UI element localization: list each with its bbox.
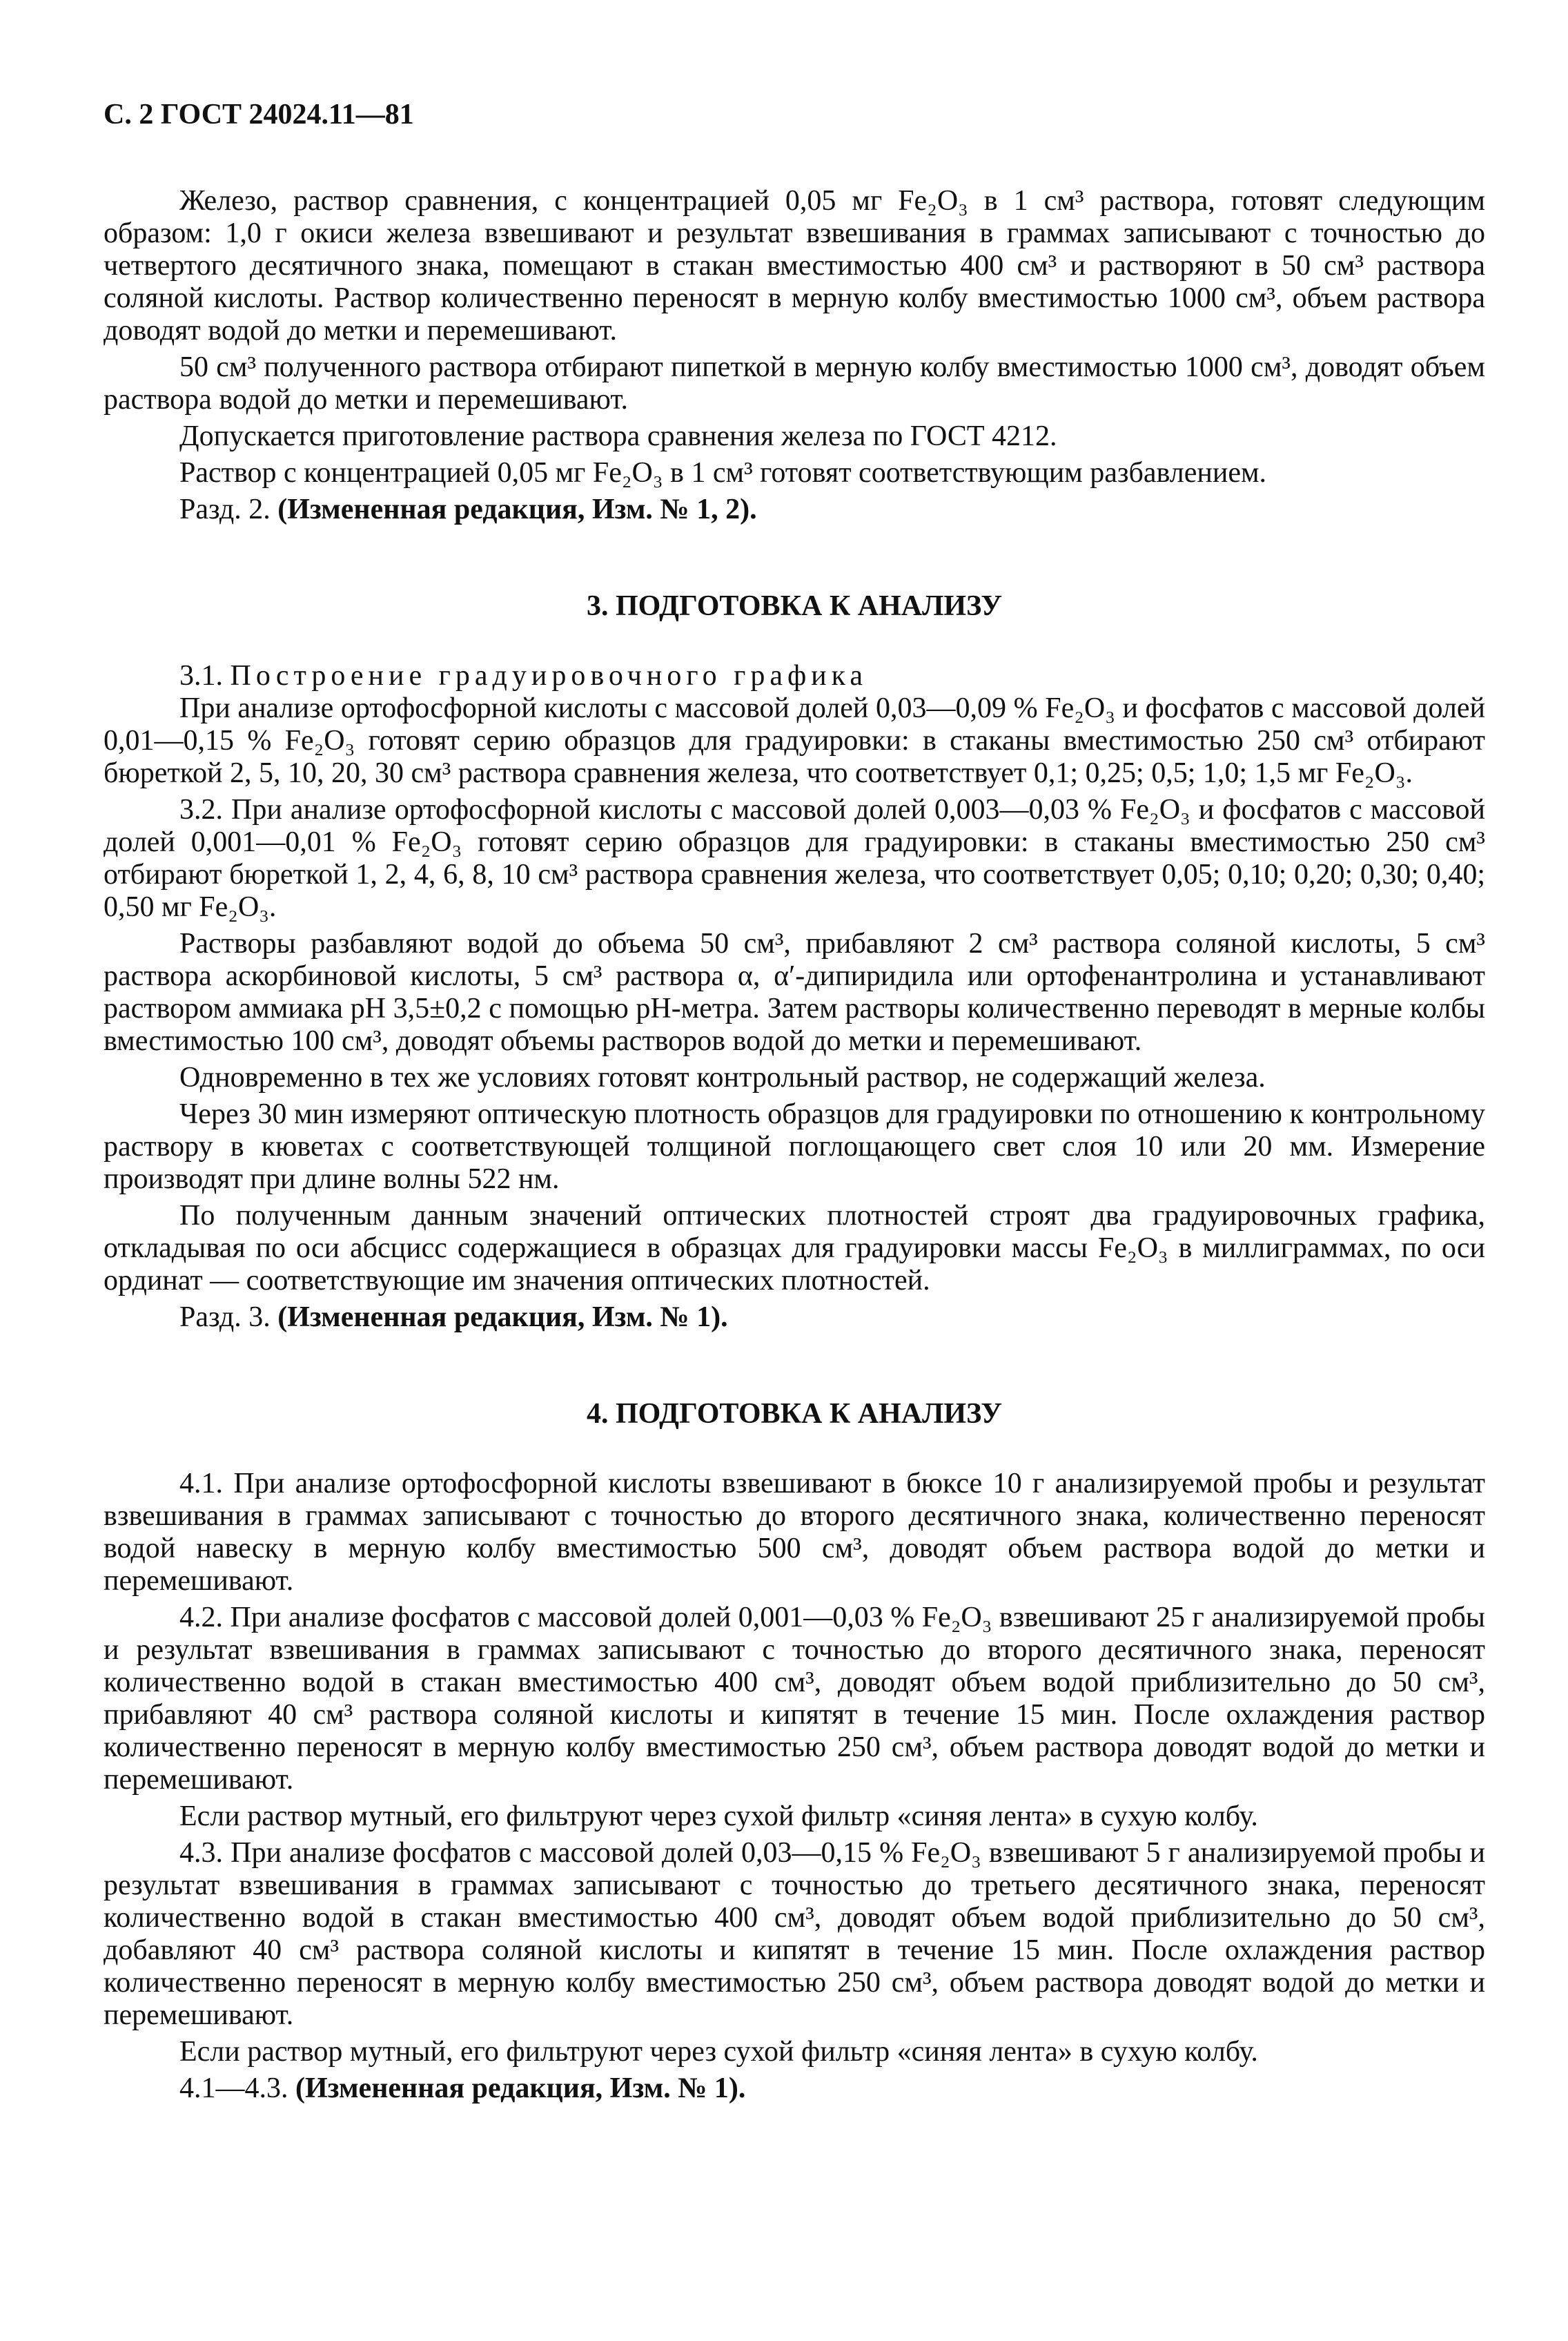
paragraph-filter-2: Если раствор мутный, его фильтруют через сухой фильтр «синяя лента» в сухую колбу. [179, 2036, 1258, 2068]
section-title: 3. ПОДГОТОВКА К АНАЛИЗУ [586, 590, 1003, 622]
paragraph-graphs: По полученным данным значений оптических плотностей строят два градуировочных графика, откладывая по оси абсцисс содержащиеся в образцах для градуировки массы Fe₂O₃ в миллиграммах, по оси ординат — соответствующие им значения оптических плотностей. [104, 1200, 1485, 1296]
paragraph-allowed-method: Допускается приготовление раствора сравнения железа по ГОСТ 4212. [179, 420, 1057, 452]
subsection-title: Построение градуировочного графика [230, 660, 868, 692]
section-3 [104, 588, 1485, 1334]
amendment-note-section-3 [104, 1301, 1485, 1334]
paragraph-dilute: Растворы разбавляют водой до объема 50 см³, прибавляют 2 см³ раствора соляной кислоты, 5 см³ раствора аскорбиновой кислоты, 5 см³ раствора α, α′-дипиридила или ортофенантролина и устанавливают раствором аммиака pH 3,5±0,2 с помощью pH-метра. Затем растворы количественно переводят в мерные колбы вместимостью 100 см³, доводят объемы растворов водой до метки и перемешивают. [104, 928, 1485, 1057]
note-amendment: (Измененная редакция, Изм. № 1, 2). [277, 494, 757, 525]
section-4 [104, 1396, 1485, 2105]
subsection-number: 3.1. [179, 660, 231, 692]
section-2-continuation [104, 185, 1485, 526]
section-title: 4. ПОДГОТОВКА К АНАЛИЗУ [586, 1398, 1003, 1430]
paragraph-3-1: При анализе ортофосфорной кислоты с массовой долей 0,03—0,09 % Fe₂O₃ и фосфатов с массовой долей 0,01—0,15 % Fe₂O₃ готовят серию образцов для градуировки: в стаканы вместимостью 250 см³ отбирают бюреткой 2, 5, 10, 20, 30 см³ раствора сравнения железа, что соответствует 0,1; 0,25; 0,5; 1,0; 1,5 мг Fe₂O₃. [104, 692, 1485, 789]
paragraph-measure: Через 30 мин измеряют оптическую плотность образцов для градуировки по отношению к контрольному раствору в кюветах с соответствующей толщиной поглощающего свет слоя 10 или 20 мм. Измерение производят при длине волны 522 нм. [104, 1098, 1485, 1195]
paragraph-4-3: 4.3. При анализе фосфатов с массовой долей 0,03—0,15 % Fe₂O₃ взвешивают 5 г анализируемой пробы и результат взвешивания в граммах записывают с точностью до третьего десятичного знака, переносят количественно водой в стакан вместимостью 400 см³, доводят объем водой приблизительно до 50 см³, добавляют 40 см³ раствора соляной кислоты и кипятят в течение 15 мин. После охлаждения раствор количественно переносят в мерную колбу вместимостью 250 см³, объем раствора доводят водой до метки и перемешивают. [104, 1837, 1485, 2031]
paragraph-concentration: Раствор с концентрацией 0,05 мг Fe₂O₃ в 1 см³ готовят соответствующим разбавлением. [179, 457, 1267, 489]
note-amendment: (Измененная редакция, Изм. № 1). [295, 2072, 746, 2104]
paragraph-4-2: 4.2. При анализе фосфатов с массовой долей 0,001—0,03 % Fe₂O₃ взвешивают 25 г анализируемой пробы и результат взвешивания в граммах записывают с точностью до второго десятичного знака, переносят количественно водой в стакан вместимостью 400 см³, доводят объем водой приблизительно до 50 см³, прибавляют 40 см³ раствора соляной кислоты и кипятят в течение 15 мин. После охлаждения раствор количественно переносят в мерную колбу вместимостью 250 см³, объем раствора доводят водой до метки и перемешивают. [104, 1602, 1485, 1796]
paragraph-filter-1: Если раствор мутный, его фильтруют через сухой фильтр «синяя лента» в сухую колбу. [179, 1800, 1258, 1832]
note-amendment: (Измененная редакция, Изм. № 1). [277, 1301, 728, 1333]
note-prefix: Разд. 3. [179, 1301, 278, 1333]
paragraph-3-2: 3.2. При анализе ортофосфорной кислоты с массовой долей 0,003—0,03 % Fe₂O₃ и фосфатов с массовой долей 0,001—0,01 % Fe₂O₃ готовят серию образцов для градуировки: в стаканы вместимостью 250 см³ отбирают бюреткой 1, 2, 4, 6, 8, 10 см³ раствора сравнения железа, что соответствует 0,05; 0,10; 0,20; 0,30; 0,40; 0,50 мг Fe₂O₃. [104, 794, 1485, 923]
subsection-heading [104, 660, 1485, 692]
paragraph-control: Одновременно в тех же условиях готовят контрольный раствор, не содержащий железа. [179, 1062, 1266, 1094]
note-prefix: Разд. 2. [179, 494, 278, 525]
paragraph-dilution: 50 см³ полученного раствора отбирают пипеткой в мерную колбу вместимостью 1000 см³, доводят объем раствора водой до метки и перемешивают. [104, 351, 1485, 416]
amendment-note-section-4 [104, 2072, 1485, 2105]
paragraph-4-1: 4.1. При анализе ортофосфорной кислоты взвешивают в бюксе 10 г анализируемой пробы и результат взвешивания в граммах записывают с точностью до второго десятичного знака, количественно переносят водой навеску в мерную колбу вместимостью 500 см³, доводят объем раствора водой до метки и перемешивают. [104, 1468, 1485, 1597]
note-prefix: 4.1—4.3. [179, 2072, 295, 2104]
paragraph-reference-solution: Железо, раствор сравнения, с концентрацией 0,05 мг Fe₂O₃ в 1 см³ раствора, готовят следующим образом: 1,0 г окиси железа взвешивают и результат взвешивания в граммах записывают с точностью до четвертого десятичного знака, помещают в стакан вместимостью 400 см³ и растворяют в 50 см³ раствора соляной кислоты. Раствор количественно переносят в мерную колбу вместимостью 1000 см³, объем раствора доводят водой до метки и перемешивают. [104, 185, 1485, 347]
amendment-note-section-2 [104, 494, 1485, 526]
page-header: С. 2 ГОСТ 24024.11—81 [104, 99, 414, 130]
